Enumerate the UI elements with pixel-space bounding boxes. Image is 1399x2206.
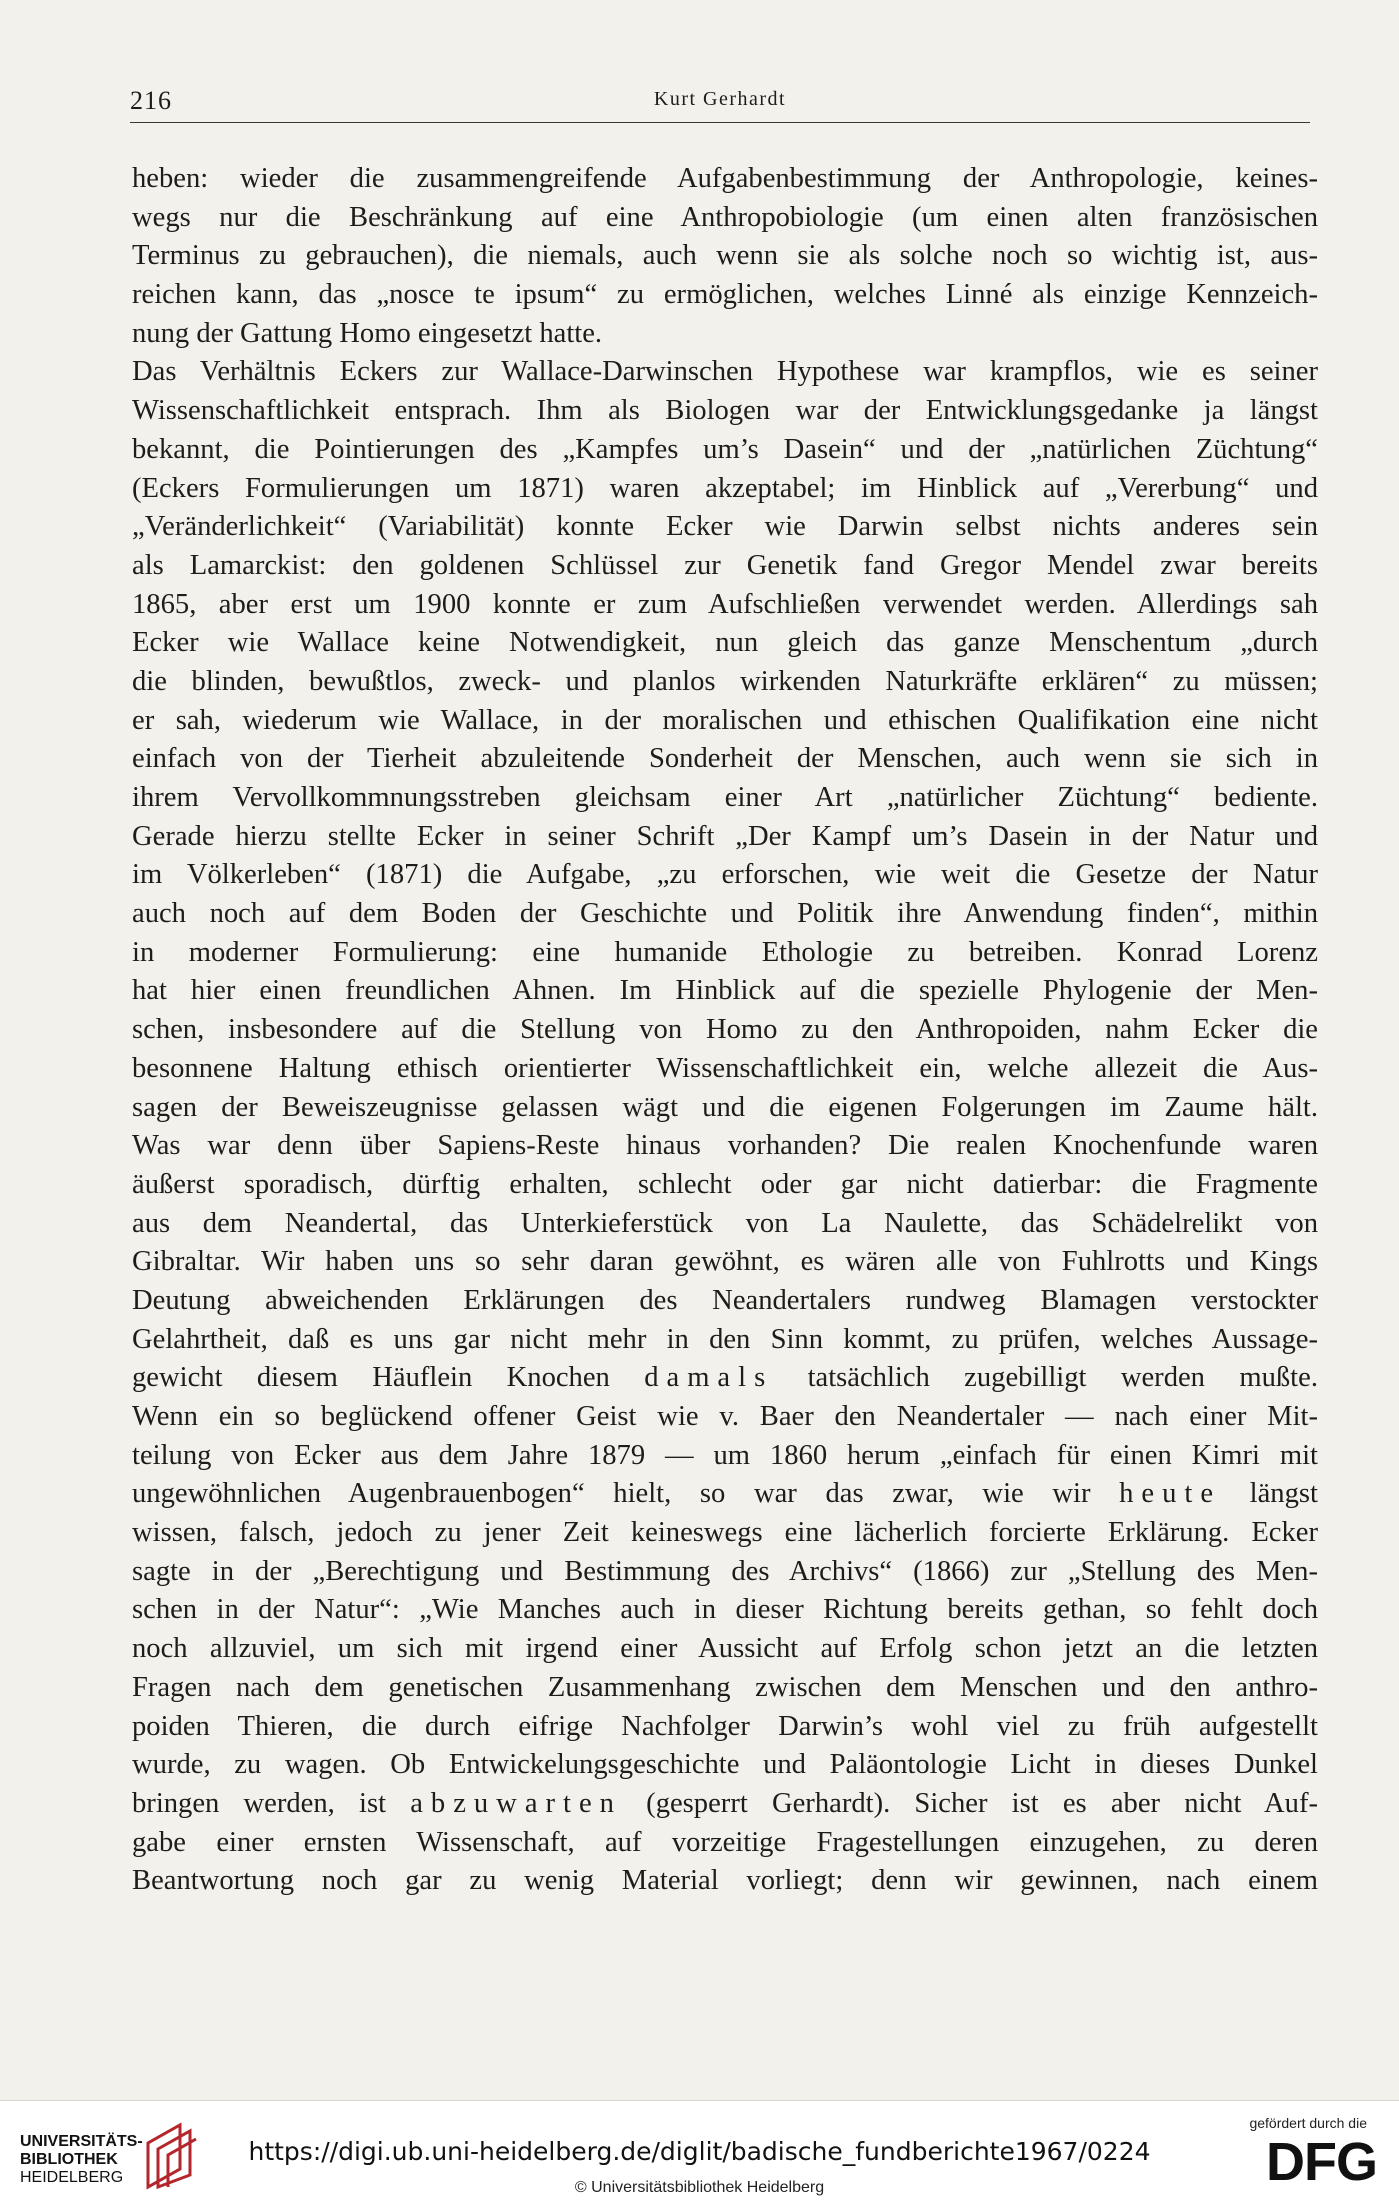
text-line: teilung von Ecker aus dem Jahre 1879 — um 1860 herum „einfach für einen Kimri mit [132,1439,1318,1471]
text-segment: gewicht diesem Häuflein Knochen [132,1362,610,1394]
text-line: „Veränderlichkeit“ (Variabilität) konnte Ecker wie Darwin selbst nichts anderes sein [132,511,1318,543]
text-line: einfach von der Tierheit abzuleitende Sonderheit der Menschen, auch wenn sie sich in [132,743,1318,775]
text-line: Deutung abweichenden Erklärungen des Neandertalers rundweg Blamagen verstockter [132,1284,1318,1316]
viewer-footer [0,2100,1399,2206]
spaced-word: abzuwarten [410,1787,622,1819]
text-line: ihrem Vervollkommnungsstreben gleichsam einer Art „natürlicher Züchtung“ bediente. [132,782,1318,813]
text-line: noch allzuviel, um sich mit irgend einer Aussicht auf Erfolg schon jetzt an die letzten [132,1633,1318,1665]
text-line: Wenn ein so beglückend offener Geist wie v. Baer den Neandertaler — nach einer Mit- [132,1401,1318,1432]
text-line: wissen, falsch, jedoch zu jener Zeit keineswegs eine lächerlich forcierte Erklärung. Ecker [132,1517,1318,1549]
text-line: Das Verhältnis Eckers zur Wallace-Darwinschen Hypothese war krampflos, wie es seiner [132,356,1318,388]
text-line: Wissenschaftlichkeit entsprach. Ihm als Biologen war der Entwicklungsgedanke ja längst [132,395,1318,427]
text-line: Gelahrtheit, daß es uns gar nicht mehr in den Sinn kommt, zu prüfen, welches Aussage- [132,1323,1318,1355]
text-line: 1865, aber erst um 1900 konnte er zum Aufschließen verwendet werden. Allerdings sah [132,588,1318,620]
text-segment: bringen werden, ist [132,1787,387,1819]
text-line: er sah, wiederum wie Wallace, in der moralischen und ethischen Qualifikation eine nicht [132,704,1318,736]
spaced-word: heute [1119,1478,1222,1510]
permalink-url[interactable]: https://digi.ub.uni-heidelberg.de/diglit/badische_fundberichte1967/0224 [248,2137,1151,2166]
copyright-notice: © Universitätsbibliothek Heidelberg [574,2179,825,2196]
text-line: (Eckers Formulierungen um 1871) waren akzeptabel; im Hinblick auf „Vererbung“ und [132,472,1318,504]
text-line: sagte in der „Berechtigung und Bestimmung des Archivs“ (1866) zur „Stellung des Men- [132,1555,1318,1587]
text-line: Terminus zu gebrauchen), die niemals, auch wenn sie als solche noch so wichtig ist, aus- [132,240,1318,272]
text-line: Beantwortung noch gar zu wenig Material vorliegt; denn wir gewinnen, nach einem [132,1865,1318,1897]
spaced-word: damals [644,1362,774,1394]
text-line: schen, insbesondere auf die Stellung von Homo zu den Anthropoiden, nahm Ecker die [132,1014,1318,1046]
text-line: hat hier einen freundlichen Ahnen. Im Hinblick auf die spezielle Phylogenie der Men- [132,975,1318,1007]
text-line: im Völkerleben“ (1871) die Aufgabe, „zu erforschen, wie weit die Gesetze der Natur [132,859,1318,891]
text-line: sagen der Beweiszeugnisse gelassen wägt und die eigenen Folgerungen im Zaume hält. [132,1091,1318,1123]
text-line: nung der Gattung Homo eingesetzt hatte. [132,317,603,349]
library-name-line2: BIBLIOTHEK [20,2151,118,2168]
text-segment: (gesperrt Gerhardt). Sicher ist es aber nicht Auf- [646,1787,1318,1819]
text-line: Was war denn über Sapiens-Reste hinaus vorhanden? Die realen Knochenfunde waren [132,1130,1318,1162]
text-line: als Lamarckist: den goldenen Schlüssel zur Genetik fand Gregor Mendel zwar bereits [132,549,1318,581]
text-line: reichen kann, das „nosce te ipsum“ zu ermöglichen, welches Linné als einzige Kennzeich- [132,279,1318,311]
page-header [130,86,1310,123]
text-line [132,1785,1318,1824]
text-line: poiden Thieren, die durch eifrige Nachfolger Darwin’s wohl viel zu früh aufgestellt [132,1710,1318,1742]
text-line: äußerst sporadisch, dürftig erhalten, schlecht oder gar nicht datierbar: die Fragmente [132,1168,1318,1200]
text-line: Fragen nach dem genetischen Zusammenhang zwischen dem Menschen und den anthro- [132,1671,1318,1703]
running-head: Kurt Gerhardt [653,88,787,110]
page-number: 216 [130,86,172,115]
text-line [132,1359,1318,1398]
text-segment: tatsächlich zugebilligt werden mußte. [807,1362,1318,1394]
text-line [132,1475,1318,1514]
text-line: schen in der Natur“: „Wie Manches auch in dieser Richtung bereits gethan, so fehlt doch [132,1594,1318,1626]
text-line: gabe einer ernsten Wissenschaft, auf vorzeitige Fragestellungen einzugehen, zu deren [132,1826,1318,1858]
text-line: auch noch auf dem Boden der Geschichte und Politik ihre Anwendung finden“, mithin [132,898,1318,930]
text-line: aus dem Neandertal, das Unterkieferstück von La Naulette, das Schädelrelikt von [132,1207,1318,1239]
text-line: Ecker wie Wallace keine Notwendigkeit, nun gleich das ganze Menschentum „durch [132,627,1318,659]
library-name-line1: UNIVERSITÄTS- [20,2133,143,2150]
library-name-line3: HEIDELBERG [20,2169,124,2186]
text-line: heben: wieder die zusammengreifende Aufgabenbestimmung der Anthropologie, keines- [132,163,1318,194]
body-text [132,160,1318,1901]
text-segment: ungewöhnlichen Augenbrauenbogen“ hielt, so war das zwar, wie wir [132,1478,1091,1510]
text-line: Gerade hierzu stellte Ecker in seiner Schrift „Der Kampf um’s Dasein in der Natur und [132,820,1318,852]
dfg-logo[interactable]: DFG [1266,2132,1377,2192]
text-line: in moderner Formulierung: eine humanide Ethologie zu betreiben. Konrad Lorenz [132,936,1318,968]
text-line: wurde, zu wagen. Ob Entwickelungsgeschichte und Paläontologie Licht in dieses Dunkel [132,1749,1318,1781]
text-line: bekannt, die Pointierungen des „Kampfes um’s Dasein“ und der „natürlichen Züchtung“ [132,433,1318,465]
funder-caption: gefördert durch die [1249,2115,1367,2131]
text-line: die blinden, bewußtlos, zweck- und planlos wirkenden Naturkräfte erklären“ zu müssen; [132,665,1318,697]
text-line: besonnene Haltung ethisch orientierter Wissenschaftlichkeit ein, welche allezeit die Aus- [132,1052,1318,1084]
text-line: wegs nur die Beschränkung auf eine Anthropobiologie (um einen alten französischen [132,201,1318,233]
text-line: Gibraltar. Wir haben uns so sehr daran gewöhnt, es wären alle von Fuhlrotts und Kings [132,1246,1318,1278]
text-segment: längst [1249,1478,1318,1510]
